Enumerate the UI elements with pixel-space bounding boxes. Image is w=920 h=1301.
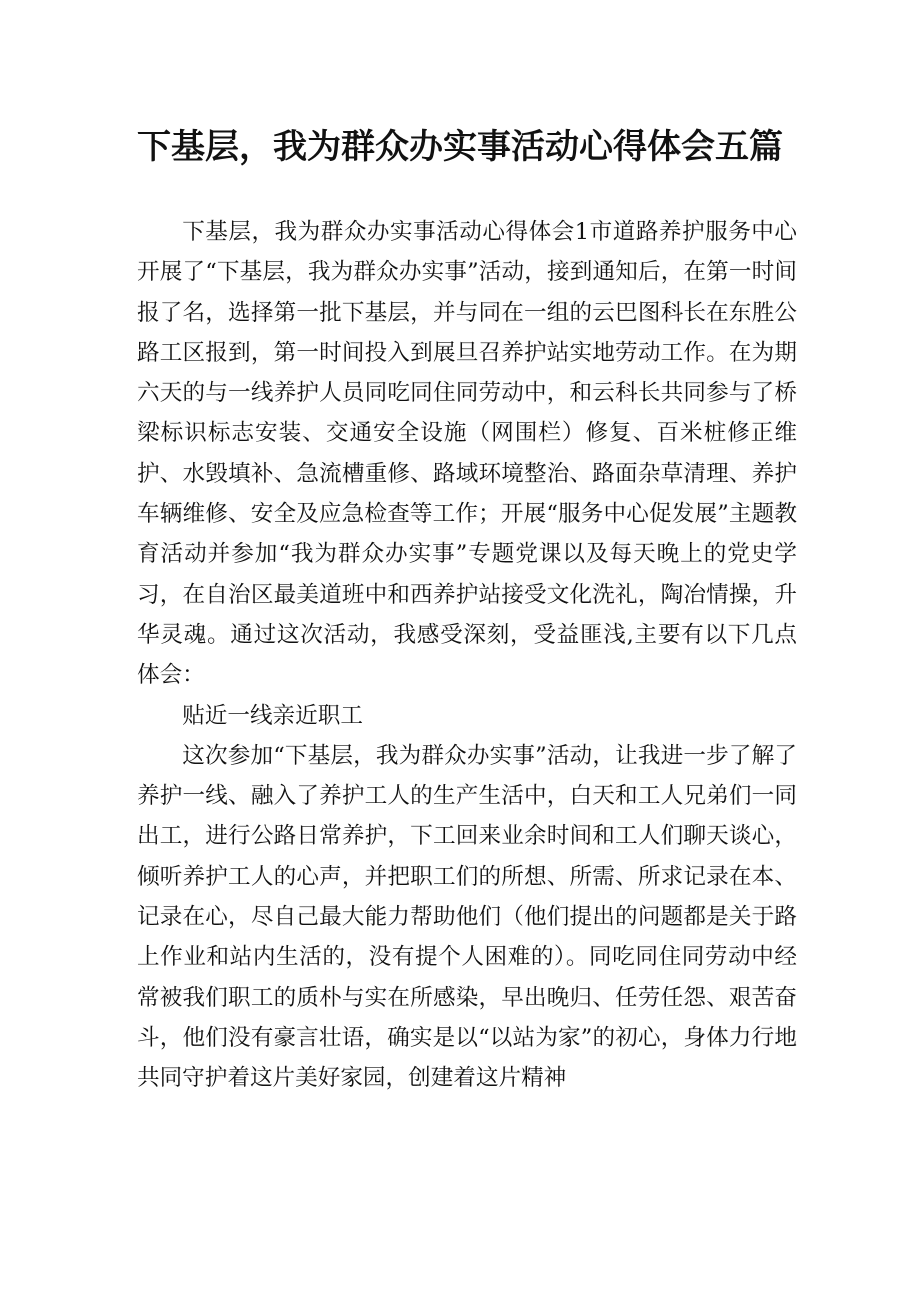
document-title: 下基层，我为群众办实事活动心得体会五篇 xyxy=(137,127,783,167)
document-body xyxy=(137,212,797,1099)
section-heading: 贴近一线亲近职工 xyxy=(182,702,363,729)
body-paragraph-intro: 下基层，我为群众办实事活动心得体会1市道路养护服务中心开展了“下基层，我为群众办实事”活动，接到通知后，在第一时间报了名，选择第一批下基层，并与同在一组的云巴图科长在东胜公路工区报到，第一时间投入到展旦召养护站实地劳动工作。在为期六天的与一线养护人员同吃同住同劳动中，和云科长共同参与了桥梁标识标志安装、交通安全设施（网围栏）修复、百米桩修正维护、水毁填补、急流槽重修、路域环境整治、路面杂草清理、养护车辆维修、安全及应急检查等工作；开展“服务中心促发展”主题教育活动并参加“我为群众办实事”专题党课以及每天晚上的党史学习，在自治区最美道班中和西养护站接受文化洗礼，陶冶情操，升华灵魂。通过这次活动，我感受深刻，受益匪浅,主要有以下几点体会： xyxy=(137,219,797,689)
body-paragraph-section: 这次参加“下基层，我为群众办实事”活动，让我进一步了解了养护一线、融入了养护工人的生产生活中，白天和工人兄弟们一同出工，进行公路日常养护，下工回来业余时间和工人们聊天谈心，倾听养护工人的心声，并把职工们的所想、所需、所求记录在本、记录在心，尽自己最大能力帮助他们（他们提出的问题都是关于路上作业和站内生活的，没有提个人困难的）。同吃同住同劳动中经常被我们职工的质朴与实在所感染，早出晚归、任劳任怨、艰苦奋斗，他们没有豪言壮语，确实是以“以站为家”的初心，身体力行地共同守护着这片美好家园，创建着这片精神 xyxy=(137,742,797,1092)
